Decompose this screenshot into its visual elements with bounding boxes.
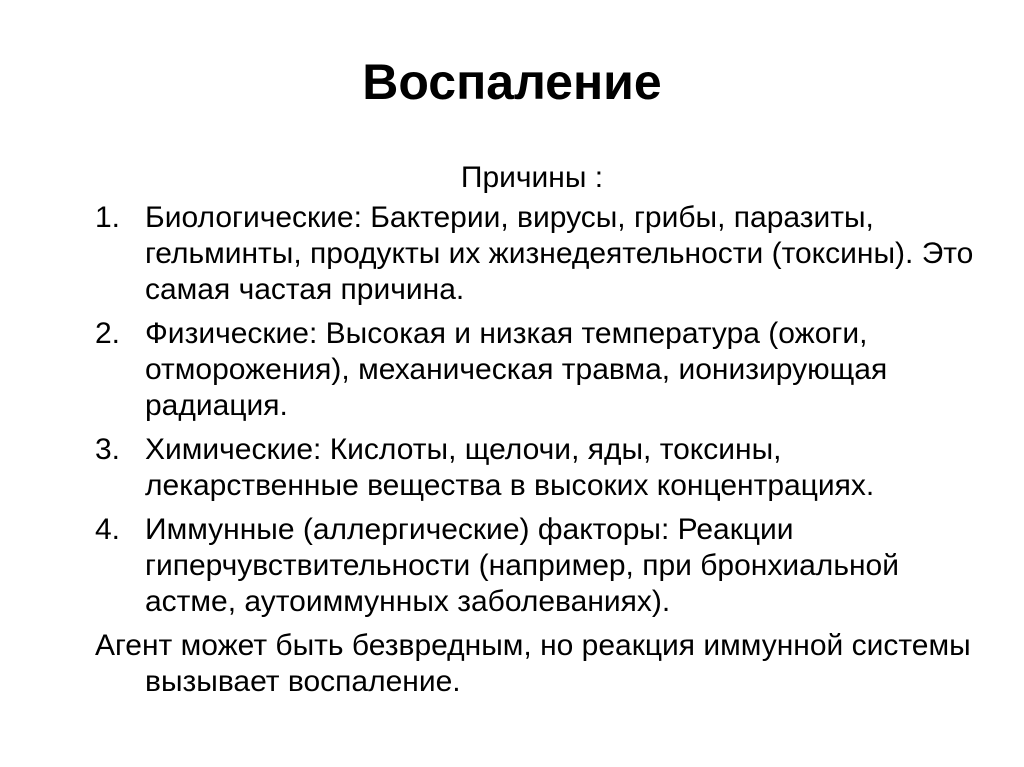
list-item [95, 200, 995, 308]
closing-note: Агент может быть безвредным, но реакция иммунной системы вызывает воспаление. [95, 629, 971, 698]
list-item-text: Физические: Высокая и низкая температура (ожоги, отморожения), механическая травма, ионизирующая радиация. [145, 317, 888, 422]
list-item-text: Химические: Кислоты, щелочи, яды, токсины, лекарственные вещества в высоких концентрациях. [145, 433, 875, 502]
list-item-number: 4. [95, 513, 121, 546]
slide-title: Воспаление [362, 54, 662, 110]
slide-subtitle: Причины : [460, 161, 604, 194]
causes-list [95, 200, 995, 708]
list-item [95, 432, 995, 504]
list-item [95, 512, 995, 620]
list-item [95, 316, 995, 424]
list-item-number: 3. [95, 433, 121, 466]
list-item-number: 1. [95, 201, 121, 234]
list-item-text: Биологические: Бактерии, вирусы, грибы, паразиты, гельминты, продукты их жизнедеятельности (токсины). Это самая частая причина. [145, 201, 974, 306]
list-item-number: 2. [95, 317, 121, 350]
list-item-text: Иммунные (аллергические) факторы: Реакции гиперчувствительности (например, при бронхиальной астме, аутоиммунных заболеваниях). [145, 513, 899, 618]
